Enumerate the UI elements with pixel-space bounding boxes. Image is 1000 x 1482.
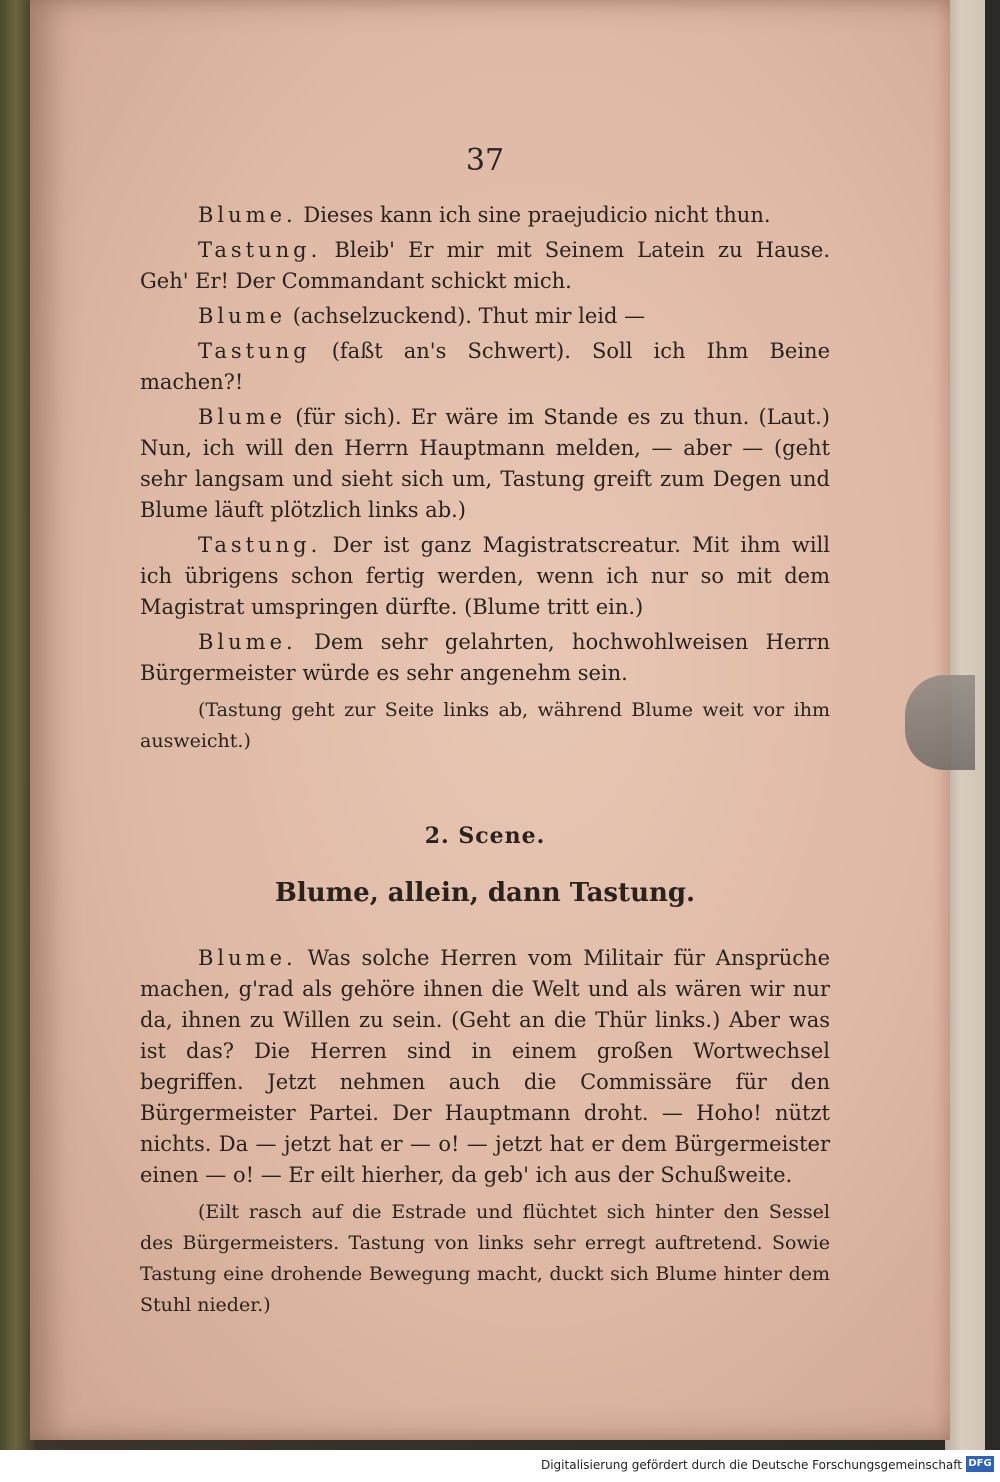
- speaker-name: Blume.: [198, 946, 297, 970]
- page-text: [140, 200, 830, 1325]
- stage-direction: [140, 695, 830, 757]
- line-text: Bleib' Er mir mit Seinem Latein zu Hause. Geh' Er! Der Commandant schickt mich.: [140, 238, 830, 293]
- line-text: (für sich). Er wäre im Stande es zu thun. (Laut.) Nun, ich will den Herrn Hauptmann melden, — aber — (geht sehr langsam und sieht sich um, Tastung greift zum Degen und Blume läuft plötzlich links ab.): [140, 405, 830, 522]
- page-clip-tab: [905, 675, 975, 770]
- line-text: (Tastung geht zur Seite links ab, während Blume weit vor ihm ausweicht.): [140, 699, 830, 752]
- dialogue-section-2: [140, 943, 830, 1321]
- line-text: (achselzuckend). Thut mir leid —: [286, 304, 646, 328]
- dialogue-line: [140, 235, 830, 297]
- footer-bar: [0, 1450, 1000, 1482]
- dialogue-section-1: [140, 200, 830, 757]
- line-text: Was solche Herren vom Militair für Ansprüche machen, g'rad als gehöre ihnen die Welt und als wären wir nur da, ihnen zu Willen zu sein. (Geht an die Thür links.) Aber was ist das? Die Herren sind in einem großen Wortwechsel begriffen. Jetzt nehmen auch die Commissäre für den Bürgermeister Partei. Der Hauptmann droht. — Hoho! nützt nichts. Da — jetzt hat er — o! — jetzt hat er dem Bürgermeister einen — o! — Er eilt hierher, da geb' ich aus der Schußweite.: [140, 946, 830, 1187]
- dialogue-line: [140, 627, 830, 689]
- speaker-name: Blume.: [198, 630, 297, 654]
- line-text: (Eilt rasch auf die Estrade und flüchtet sich hinter den Sessel des Bürgermeisters. Tastung von links sehr erregt auftretend. Sowie Tastung eine drohende Bewegung macht, duckt sich Blume hinter dem Stuhl nieder.): [140, 1201, 830, 1316]
- dfg-logo: DFG: [966, 1456, 994, 1472]
- stage-direction: [140, 1197, 830, 1321]
- dialogue-line: [140, 301, 830, 332]
- dialogue-line: [140, 402, 830, 526]
- line-text: Der ist ganz Magistratscreatur. Mit ihm will ich übrigens schon fertig werden, wenn ich nur so mit dem Magistrat umspringen dürfte. (Blume tritt ein.): [140, 533, 830, 619]
- scene-number: 2. Scene.: [424, 823, 546, 849]
- line-text: Dem sehr gelahrten, hochwohlweisen Herrn Bürgermeister würde es sehr angenehm sein.: [140, 630, 830, 685]
- page-number: 37: [465, 143, 505, 178]
- dialogue-line: [140, 943, 830, 1191]
- line-text: (faßt an's Schwert). Soll ich Ihm Beine machen?!: [140, 339, 830, 394]
- speaker-name: Tastung.: [198, 238, 322, 262]
- digitization-credit: Digitalisierung gefördert durch die Deutsche Forschungsgemeinschaft: [540, 1458, 962, 1472]
- speaker-name: Tastung.: [198, 533, 322, 557]
- speaker-name: Blume.: [198, 203, 297, 227]
- dialogue-line: [140, 530, 830, 623]
- speaker-name: Blume: [198, 405, 287, 429]
- dialogue-line: [140, 200, 830, 231]
- speaker-name: Blume: [198, 304, 287, 328]
- scene-title: Blume, allein, dann Tastung.: [274, 878, 696, 908]
- dialogue-line: [140, 336, 830, 398]
- line-text: Dieses kann ich sine praejudicio nicht thun.: [296, 203, 771, 227]
- speaker-name: Tastung: [198, 339, 311, 363]
